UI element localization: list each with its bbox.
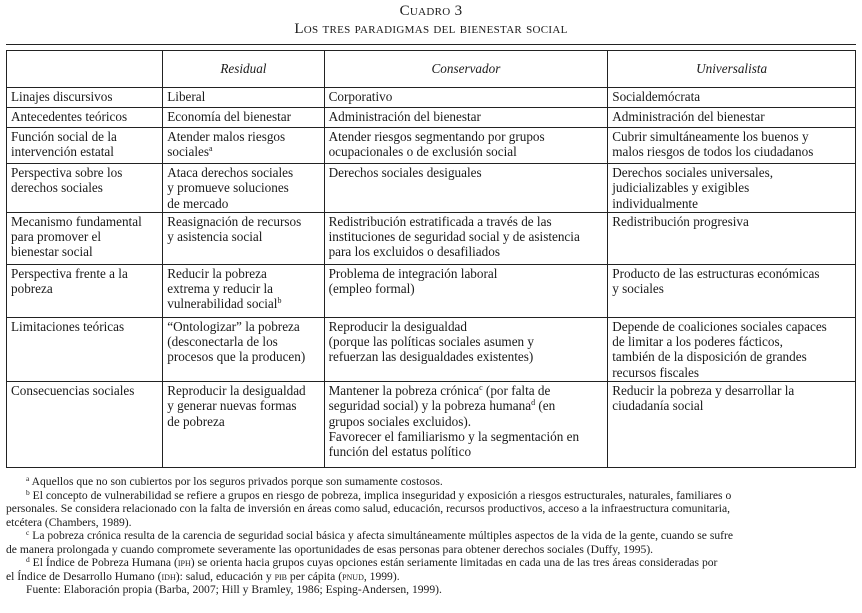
cell-text-line bbox=[11, 383, 158, 398]
cell-text: sociales bbox=[167, 144, 209, 160]
table-row bbox=[7, 128, 856, 164]
cell-text: Consecuencias sociales bbox=[11, 383, 135, 399]
cell-text-line bbox=[329, 444, 604, 459]
cell-text-line bbox=[329, 109, 604, 124]
cell-text: Atender riesgos segmentando por grupos bbox=[328, 129, 545, 144]
cell-text: y promueve soluciones bbox=[167, 180, 289, 196]
row-label-cell bbox=[7, 128, 163, 164]
cell-text-line bbox=[11, 281, 158, 296]
cell-text: judicializables y exigibles bbox=[612, 180, 750, 196]
footnote-mark: d bbox=[531, 398, 536, 408]
footnote-b: $^b$ El concepto de vulnerabilidad se refiere a grupos en riesgo de pobreza, implica inseguridad y exposición a riesgos estructurales, naturales, familiares o bbox=[26, 487, 732, 502]
cell-text-line bbox=[167, 196, 319, 211]
cell-text: Favorecer el familiarismo y la segmentación en bbox=[328, 428, 580, 444]
cell-text: procesos que la producen) bbox=[167, 349, 306, 365]
footnote-a: $^a$ Aquellos que no son cubiertos por los seguros privados porque son sumamente costosos. bbox=[26, 474, 443, 488]
residual-cell bbox=[163, 108, 324, 128]
universalista-cell bbox=[608, 264, 856, 317]
cell-text-line bbox=[329, 229, 604, 244]
cell-text: y asistencia social bbox=[167, 229, 263, 245]
cell-text-line bbox=[612, 89, 851, 104]
cell-text: también de la disposición de grandes bbox=[612, 349, 807, 365]
cell-text-line bbox=[329, 214, 604, 229]
table-row bbox=[7, 264, 856, 317]
cell-text-line bbox=[11, 109, 158, 124]
cell-text: Atender malos riesgos bbox=[167, 129, 286, 144]
cell-text-line bbox=[329, 89, 604, 104]
cell-text: Función social de la bbox=[11, 129, 117, 144]
row-label-cell bbox=[7, 88, 163, 108]
table-row bbox=[7, 382, 856, 468]
source-note: Fuente: Elaboración propia (Barba, 2007; Hill y Bramley, 1986; Esping-Andersen, 1999). bbox=[26, 583, 442, 596]
cell-text-line bbox=[612, 129, 851, 144]
cell-text-line bbox=[167, 229, 319, 244]
cell-text: Reproducir la desigualdad bbox=[167, 383, 306, 399]
cell-text: Perspectiva sobre los bbox=[11, 165, 123, 180]
cell-text-line bbox=[329, 414, 604, 429]
universalista-cell bbox=[608, 108, 856, 128]
conservador-cell bbox=[324, 382, 608, 468]
cell-text-line bbox=[11, 319, 158, 334]
cell-text: ciudadanía social bbox=[612, 398, 704, 414]
cell-text-line bbox=[167, 180, 319, 195]
cell-text: refuerzan las desigualdades existentes) bbox=[328, 349, 534, 365]
cell-text: extrema y reducir la bbox=[167, 281, 274, 297]
footnote-d-line2: el Índice de Desarrollo Humano (idh): salud, educación y pib per cápita (pnud, 1999). bbox=[6, 569, 400, 583]
cell-text: Linajes discursivos bbox=[11, 89, 113, 104]
cell-text: función del estatus político bbox=[328, 444, 472, 460]
row-label-cell bbox=[7, 108, 163, 128]
universalista-cell bbox=[608, 88, 856, 108]
footnote-mark: b bbox=[277, 296, 282, 306]
cell-text: Derechos sociales universales, bbox=[612, 165, 774, 180]
cell-text: Cubrir simultáneamente los buenos y bbox=[612, 129, 809, 144]
residual-cell bbox=[163, 264, 324, 317]
footnote-mark: a bbox=[208, 144, 213, 154]
cell-text: instituciones de seguridad social y de asistencia bbox=[328, 229, 580, 245]
cell-text: (empleo formal) bbox=[328, 281, 415, 297]
row-label-cell bbox=[7, 212, 163, 264]
cell-text-line bbox=[11, 214, 158, 229]
cell-text-line bbox=[329, 266, 604, 281]
cell-text: Limitaciones teóricas bbox=[11, 318, 125, 334]
table-caption bbox=[0, 0, 862, 38]
cell-text-line bbox=[329, 129, 604, 144]
cell-text-line bbox=[167, 214, 319, 229]
cell-text-line bbox=[329, 144, 604, 159]
cell-text: Redistribución progresiva bbox=[612, 213, 749, 229]
cell-text: seguridad social) y la pobreza humana bbox=[328, 398, 532, 414]
header-residual: Residual bbox=[163, 51, 324, 88]
cell-text-line bbox=[612, 334, 851, 349]
cell-text: (desconectarla de los bbox=[167, 334, 278, 350]
cell-text: Producto de las estructuras económicas bbox=[612, 265, 820, 281]
universalista-cell bbox=[608, 382, 856, 468]
cell-text-line bbox=[167, 109, 319, 124]
cell-text-line bbox=[612, 365, 851, 380]
cell-text-line bbox=[612, 398, 851, 413]
cell-text: Liberal bbox=[167, 89, 206, 104]
cuadro-number: Cuadro 3 bbox=[399, 3, 463, 19]
cell-text-line bbox=[167, 414, 319, 429]
cell-text-line bbox=[167, 398, 319, 413]
cell-text: recursos fiscales bbox=[612, 364, 700, 380]
footnote-c-line2: de manera prolongada y cuando compromete severamente las oportunidades de esas personas para obtener derechos sociales (Duffy, 1995). bbox=[6, 542, 654, 556]
cell-text-line bbox=[329, 383, 604, 398]
cell-text: Corporativo bbox=[328, 89, 393, 104]
cell-text: Socialdemócrata bbox=[612, 89, 701, 104]
residual-cell bbox=[163, 128, 324, 164]
cell-text: grupos sociales excluidos). bbox=[328, 413, 472, 429]
cell-text: intervención estatal bbox=[11, 144, 114, 160]
conservador-cell bbox=[324, 212, 608, 264]
cell-text-line bbox=[329, 281, 604, 296]
cell-text: “Ontologizar” la pobreza bbox=[167, 318, 300, 334]
conservador-cell bbox=[324, 128, 608, 164]
cell-text-line bbox=[11, 229, 158, 244]
cell-text-line bbox=[11, 244, 158, 259]
footnotes bbox=[6, 475, 856, 597]
conservador-cell bbox=[324, 317, 608, 381]
header-blank bbox=[7, 51, 163, 88]
residual-cell bbox=[163, 88, 324, 108]
header-universalista: Universalista bbox=[608, 51, 856, 88]
footnote-mark: c bbox=[479, 383, 483, 393]
cell-text-line bbox=[167, 281, 319, 296]
footnote-b-line3: etcétera (Chambers, 1989). bbox=[6, 515, 132, 529]
cell-text-line bbox=[167, 319, 319, 334]
cell-text: Ataca derechos sociales bbox=[167, 165, 294, 180]
universalista-cell bbox=[608, 128, 856, 164]
cell-text: individualmente bbox=[612, 195, 698, 211]
conservador-cell bbox=[324, 108, 608, 128]
cell-text-line bbox=[329, 319, 604, 334]
cell-text-line bbox=[11, 129, 158, 144]
cell-text-line bbox=[612, 266, 851, 281]
cell-text: (porque las políticas sociales asumen y bbox=[328, 334, 535, 350]
cell-text: para los excluidos o desafiliados bbox=[328, 244, 500, 260]
residual-cell bbox=[163, 382, 324, 468]
footnote-d: $^d$ El Índice de Pobreza Humana (iph) se orienta hacia grupos cuyas opciones están seriamente limitadas en cada una de las tres áreas consideradas por bbox=[26, 555, 718, 569]
cell-text-line bbox=[329, 165, 604, 180]
cell-text: Administración del bienestar bbox=[328, 109, 481, 124]
cell-text-line bbox=[329, 244, 604, 259]
residual-cell bbox=[163, 164, 324, 213]
cell-text: pobreza bbox=[11, 281, 53, 297]
cell-text: Derechos sociales desiguales bbox=[328, 165, 482, 180]
cell-text-line bbox=[329, 429, 604, 444]
cell-text-line bbox=[11, 89, 158, 104]
cell-text-line bbox=[612, 319, 851, 334]
cell-text-line bbox=[11, 165, 158, 180]
conservador-cell bbox=[324, 164, 608, 213]
cell-text-line bbox=[167, 296, 319, 311]
cell-text-line bbox=[11, 144, 158, 159]
footnote-b-line2: personales. Se considera relacionado con la falta de inversión en áreas como salud, educación, recursos productivos, acceso a la infraestructura comunitaria, bbox=[6, 502, 730, 515]
cell-text: bienestar social bbox=[11, 244, 93, 260]
cell-text: Administración del bienestar bbox=[612, 109, 765, 124]
cell-text: Depende de coaliciones sociales capaces bbox=[612, 318, 827, 334]
table-row bbox=[7, 212, 856, 264]
cell-text-line bbox=[612, 144, 851, 159]
cell-text-line bbox=[11, 180, 158, 195]
cell-text-line bbox=[167, 165, 319, 180]
footnote-c: $^c$ La pobreza crónica resulta de la carencia de seguridad social básica y afecta simultáneamente múltiples aspectos de la vida de la gente, cuando se sufre bbox=[26, 528, 734, 542]
cell-text: (en bbox=[535, 398, 556, 414]
cell-text: de limitar a los poderes fácticos, bbox=[612, 334, 783, 350]
cell-text-line bbox=[167, 349, 319, 364]
universalista-cell bbox=[608, 164, 856, 213]
cell-text: Reasignación de recursos bbox=[167, 213, 302, 229]
universalista-cell bbox=[608, 317, 856, 381]
row-label-cell bbox=[7, 382, 163, 468]
cell-text: Mantener la pobreza crónica bbox=[328, 383, 480, 399]
cell-text-line bbox=[612, 180, 851, 195]
cell-text: y sociales bbox=[612, 281, 664, 297]
table-title: Los tres paradigmas del bienestar social bbox=[294, 21, 568, 37]
cell-text-line bbox=[167, 266, 319, 281]
cell-text: Antecedentes teóricos bbox=[11, 109, 128, 124]
cell-text: de pobreza bbox=[167, 413, 225, 429]
cell-text: derechos sociales bbox=[11, 180, 103, 196]
cell-text-line bbox=[167, 129, 319, 144]
cell-text: para promover el bbox=[11, 229, 102, 245]
table-row bbox=[7, 164, 856, 213]
cell-text-line bbox=[612, 165, 851, 180]
universalista-cell bbox=[608, 212, 856, 264]
cell-text: (por falta de bbox=[482, 383, 551, 399]
cell-text-line bbox=[612, 383, 851, 398]
cell-text-line bbox=[612, 196, 851, 211]
cell-text: y generar nuevas formas bbox=[167, 398, 297, 414]
cell-text: Problema de integración laboral bbox=[328, 265, 498, 281]
top-rule bbox=[6, 44, 856, 45]
cell-text: malos riesgos de todos los ciudadanos bbox=[612, 144, 814, 160]
cell-text: Mecanismo fundamental bbox=[11, 213, 142, 229]
cell-text-line bbox=[167, 89, 319, 104]
cell-text-line bbox=[11, 266, 158, 281]
cell-text: Redistribución estratificada a través de las bbox=[328, 213, 552, 229]
cell-text: Perspectiva frente a la bbox=[11, 265, 128, 281]
cell-text: Reproducir la desigualdad bbox=[328, 318, 468, 334]
cell-text-line bbox=[329, 334, 604, 349]
row-label-cell bbox=[7, 164, 163, 213]
row-label-cell bbox=[7, 317, 163, 381]
conservador-cell bbox=[324, 264, 608, 317]
cell-text: vulnerabilidad social bbox=[167, 296, 278, 312]
header-conservador: Conservador bbox=[324, 51, 608, 88]
cell-text: de mercado bbox=[167, 195, 229, 211]
cell-text: Economía del bienestar bbox=[167, 109, 291, 124]
cell-text-line bbox=[167, 383, 319, 398]
row-label-cell bbox=[7, 264, 163, 317]
cell-text-line bbox=[612, 281, 851, 296]
cell-text-line bbox=[329, 349, 604, 364]
table-row bbox=[7, 108, 856, 128]
cell-text-line bbox=[612, 214, 851, 229]
cell-text-line bbox=[167, 334, 319, 349]
cell-text-line bbox=[329, 398, 604, 413]
cell-text: Reducir la pobreza bbox=[167, 265, 267, 281]
residual-cell bbox=[163, 317, 324, 381]
cell-text: Reducir la pobreza y desarrollar la bbox=[612, 383, 795, 399]
conservador-cell bbox=[324, 88, 608, 108]
cell-text: ocupacionales o de exclusión social bbox=[328, 144, 517, 160]
paradigms-table bbox=[6, 50, 856, 468]
cell-text-line bbox=[612, 349, 851, 364]
cell-text-line bbox=[167, 144, 319, 159]
table-header-row bbox=[7, 51, 856, 88]
table-row bbox=[7, 88, 856, 108]
residual-cell bbox=[163, 212, 324, 264]
table-row bbox=[7, 317, 856, 381]
cell-text-line bbox=[612, 109, 851, 124]
